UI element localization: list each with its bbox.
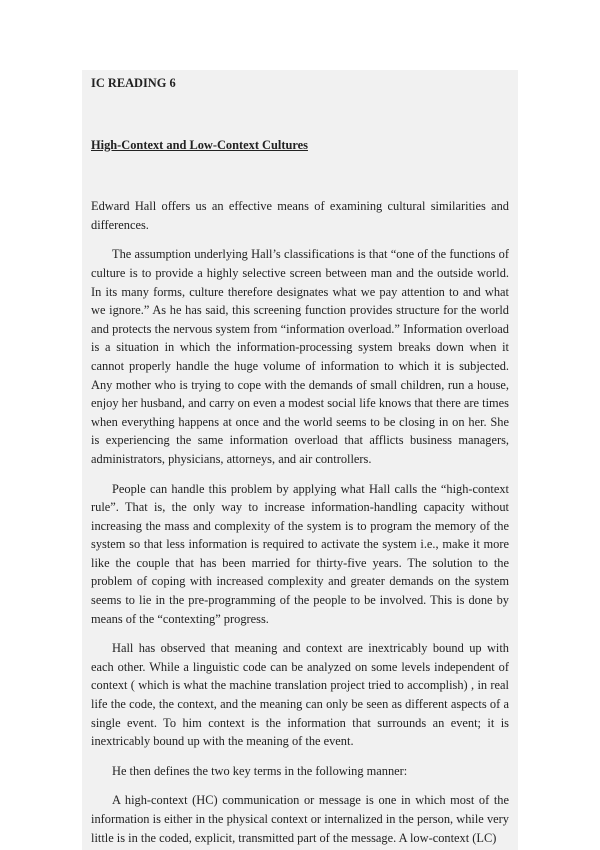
reading-heading: IC READING 6 <box>91 76 176 90</box>
intro-paragraph: Edward Hall offers us an effective means of examining cultural similarities and differences. <box>91 199 509 232</box>
paragraph-4: He then defines the two key terms in the following manner: <box>112 763 408 778</box>
paragraph-2: People can handle this problem by applying what Hall calls the “high-context rule”. That is, the only way to increase information-handling capacity without increasing the mass and complexity of the system is to program the memory of the system so that less information is required to activate the system i.e., make it more like the couple that has been married for thirty-five years. The solution to the problem of coping with increased complexity and greater demands on the system seems to lie in the pre-programming of the people to be involved. This is done by means of the “contexting” progress. <box>91 481 509 626</box>
document-body <box>91 74 509 847</box>
article-title: High-Context and Low-Context Cultures <box>91 137 308 152</box>
paragraph-5: A high-context (HC) communication or message is one in which most of the information is either in the physical context or internalized in the person, while very little is in the coded, explicit, transmitted part of the message. A low-context (LC) <box>91 793 509 845</box>
paragraph-1: The assumption underlying Hall’s classifications is that “one of the functions of culture is to provide a highly selective screen between man and the outside world. In its many forms, culture therefore designates what we pay attention to and what we ignore.” As he has said, this screening function provides structure for the world and protects the nervous system from “information overload.” Information overload is a situation in which the information-processing system breaks down when it cannot properly handle the huge volume of information to which it is subjected. Any mother who is trying to cope with the demands of small children, run a house, enjoy her husband, and carry on even a modest social life knows that there are times when everything happens at once and the world seems to be closing in on her. She is experiencing the same information overload that afflicts business managers, administrators, physicians, attorneys, and air controllers. <box>91 247 509 466</box>
paragraph-3: Hall has observed that meaning and context are inextricably bound up with each other. While a linguistic code can be analyzed on some levels independent of context ( which is what the machine translation project tried to accomplish) , in real life the code, the context, and the meaning can only be seen as different aspects of a single event. To him context is the information that surrounds an event; it is inextricably bound up with the meaning of the event. <box>91 641 509 749</box>
